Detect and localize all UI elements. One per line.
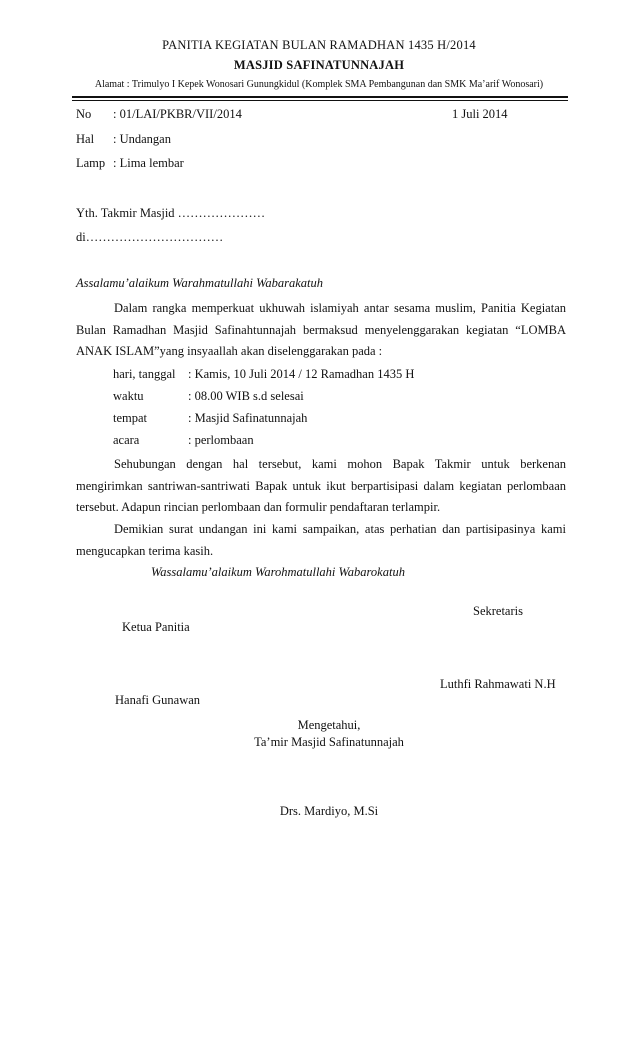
paragraph-request-text: Sehubungan dengan hal tersebut, kami mohon Bapak Takmir untuk berkenan mengirimkan santriwan-santriwati Bapak untuk ikut berpartisipasi dalam kegiatan perlombaan tersebut. Adapun rincian perlombaan dan formulir pendaftaran terlampir. bbox=[76, 457, 566, 514]
paragraph-request bbox=[76, 454, 566, 519]
paragraph-intro-text: Dalam rangka memperkuat ukhuwah islamiyah antar sesama muslim, Panitia Kegiatan Bulan Ramadhan Masjid Safinahtunnajah bermaksud menyelenggarakan kegiatan “LOMBA ANAK ISLAM”yang insyaallah akan diselenggarakan pada : bbox=[76, 301, 566, 358]
letterhead-rule-thick bbox=[72, 96, 568, 98]
detail-label: waktu bbox=[113, 389, 144, 403]
recipient-line2: di…………………………… bbox=[76, 230, 224, 244]
detail-label: acara bbox=[113, 433, 140, 447]
letter-date: 1 Juli 2014 bbox=[452, 107, 508, 121]
lamp-label: Lamp bbox=[76, 156, 106, 170]
chair-name: Hanafi Gunawan bbox=[115, 693, 201, 707]
letterhead-rule-thin bbox=[72, 100, 568, 101]
paragraph-closing bbox=[76, 519, 566, 562]
detail-value: : perlombaan bbox=[188, 433, 254, 447]
detail-value: : Masjid Safinatunnajah bbox=[188, 411, 308, 425]
lamp-value: : Lima lembar bbox=[113, 156, 184, 170]
letterhead-address: Alamat : Trimulyo I Kepek Wonosari Gunungkidul (Komplek SMA Pembangunan dan SMK Ma’arif Wonosari) bbox=[94, 79, 544, 90]
recipient-line1: Yth. Takmir Masjid ………………… bbox=[76, 206, 266, 220]
hal-value: : Undangan bbox=[113, 132, 171, 146]
detail-label: hari, tanggal bbox=[113, 367, 176, 381]
detail-value: : 08.00 WIB s.d selesai bbox=[188, 389, 304, 403]
no-label: No bbox=[76, 107, 92, 121]
greeting: Assalamu’alaikum Warahmatullahi Wabarakatuh bbox=[76, 276, 323, 290]
acknowledged-label: Mengetahui, bbox=[297, 718, 361, 732]
closing-salutation: Wassalamu’alaikum Warohmatullahi Wabarokatuh bbox=[151, 565, 405, 579]
hal-label: Hal bbox=[76, 132, 95, 146]
takmir-name: Drs. Mardiyo, M.Si bbox=[279, 804, 379, 818]
detail-value: : Kamis, 10 Juli 2014 / 12 Ramadhan 1435 H bbox=[188, 367, 415, 381]
paragraph-closing-text: Demikian surat undangan ini kami sampaikan, atas perhatian dan partisipasinya kami mengucapkan terima kasih. bbox=[76, 522, 566, 558]
secretary-title: Sekretaris bbox=[473, 604, 523, 618]
letterhead-mosque: MASJID SAFINATUNNAJAH bbox=[233, 58, 405, 72]
detail-label: tempat bbox=[113, 411, 148, 425]
no-value: : 01/LAI/PKBR/VII/2014 bbox=[113, 107, 242, 121]
paragraph-intro bbox=[76, 298, 566, 363]
letterhead-committee: PANITIA KEGIATAN BULAN RAMADHAN 1435 H/2014 bbox=[162, 38, 476, 52]
chair-title: Ketua Panitia bbox=[122, 620, 190, 634]
takmir-title: Ta’mir Masjid Safinatunnajah bbox=[254, 735, 404, 749]
secretary-name: Luthfi Rahmawati N.H bbox=[440, 677, 556, 691]
